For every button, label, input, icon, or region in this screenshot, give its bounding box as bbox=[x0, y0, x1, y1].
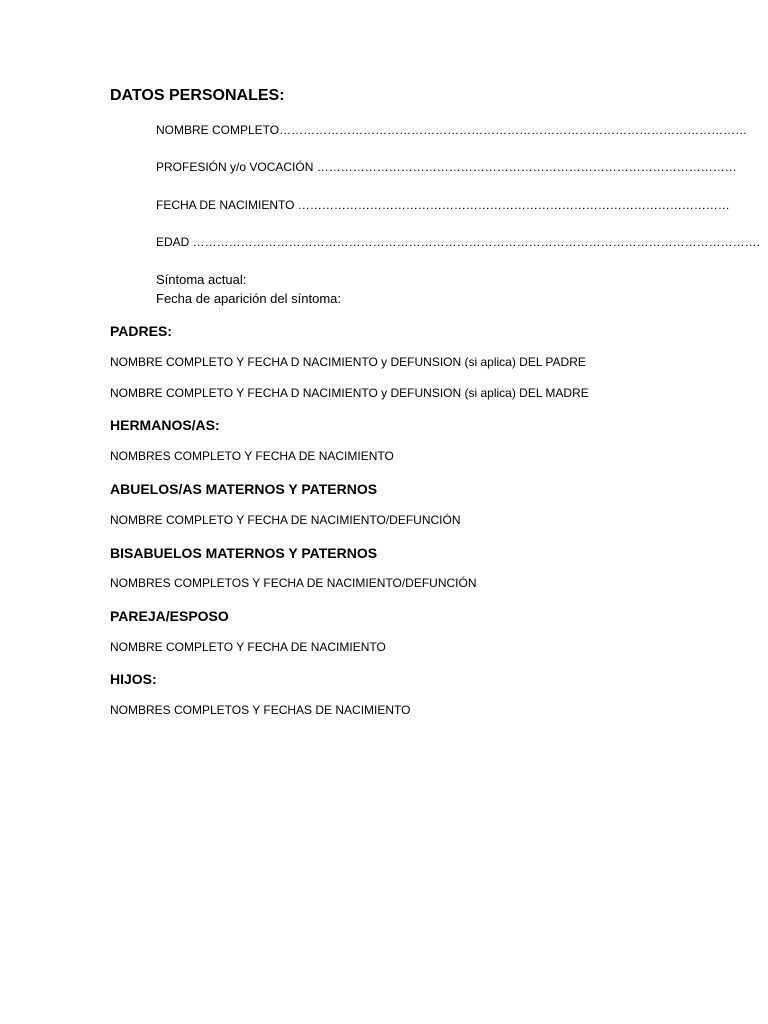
field-edad: EDAD ……………………………………………………………………………………………………………………………. bbox=[156, 235, 761, 249]
field-fecha-nacimiento: FECHA DE NACIMIENTO ……………………………………………………………………………………………… bbox=[156, 198, 730, 212]
padres-line-padre: NOMBRE COMPLETO Y FECHA D NACIMIENTO y DEFUNSION (si aplica) DEL PADRE bbox=[110, 355, 586, 369]
heading-datos-personales: DATOS PERSONALES: bbox=[110, 87, 285, 104]
field-nombre-completo: NOMBRE COMPLETO……………………………………………………………………………………………………… bbox=[156, 123, 748, 137]
heading-hermanos: HERMANOS/AS: bbox=[110, 417, 220, 433]
heading-abuelos: ABUELOS/AS MATERNOS Y PATERNOS bbox=[110, 481, 378, 497]
hermanos-line: NOMBRES COMPLETO Y FECHA DE NACIMIENTO bbox=[110, 449, 394, 463]
abuelos-line: NOMBRE COMPLETO Y FECHA DE NACIMIENTO/DEFUNCIÓN bbox=[110, 513, 461, 527]
heading-padres: PADRES: bbox=[110, 323, 172, 339]
heading-hijos: HIJOS: bbox=[110, 671, 157, 687]
padres-line-madre: NOMBRE COMPLETO Y FECHA D NACIMIENTO y DEFUNSION (si aplica) DEL MADRE bbox=[110, 386, 589, 400]
bisabuelos-line: NOMBRES COMPLETOS Y FECHA DE NACIMIENTO/DEFUNCIÓN bbox=[110, 576, 477, 590]
field-profesion: PROFESIÓN y/o VOCACIÓN …………………………………………………………………………………………… bbox=[156, 160, 737, 174]
pareja-line: NOMBRE COMPLETO Y FECHA DE NACIMIENTO bbox=[110, 640, 386, 654]
heading-pareja: PAREJA/ESPOSO bbox=[110, 608, 229, 624]
sintoma-actual-label: Síntoma actual: bbox=[156, 272, 247, 287]
hijos-line: NOMBRES COMPLETOS Y FECHAS DE NACIMIENTO bbox=[110, 703, 411, 717]
fecha-aparicion-label: Fecha de aparición del síntoma: bbox=[156, 291, 341, 306]
heading-bisabuelos: BISABUELOS MATERNOS Y PATERNOS bbox=[110, 545, 378, 561]
